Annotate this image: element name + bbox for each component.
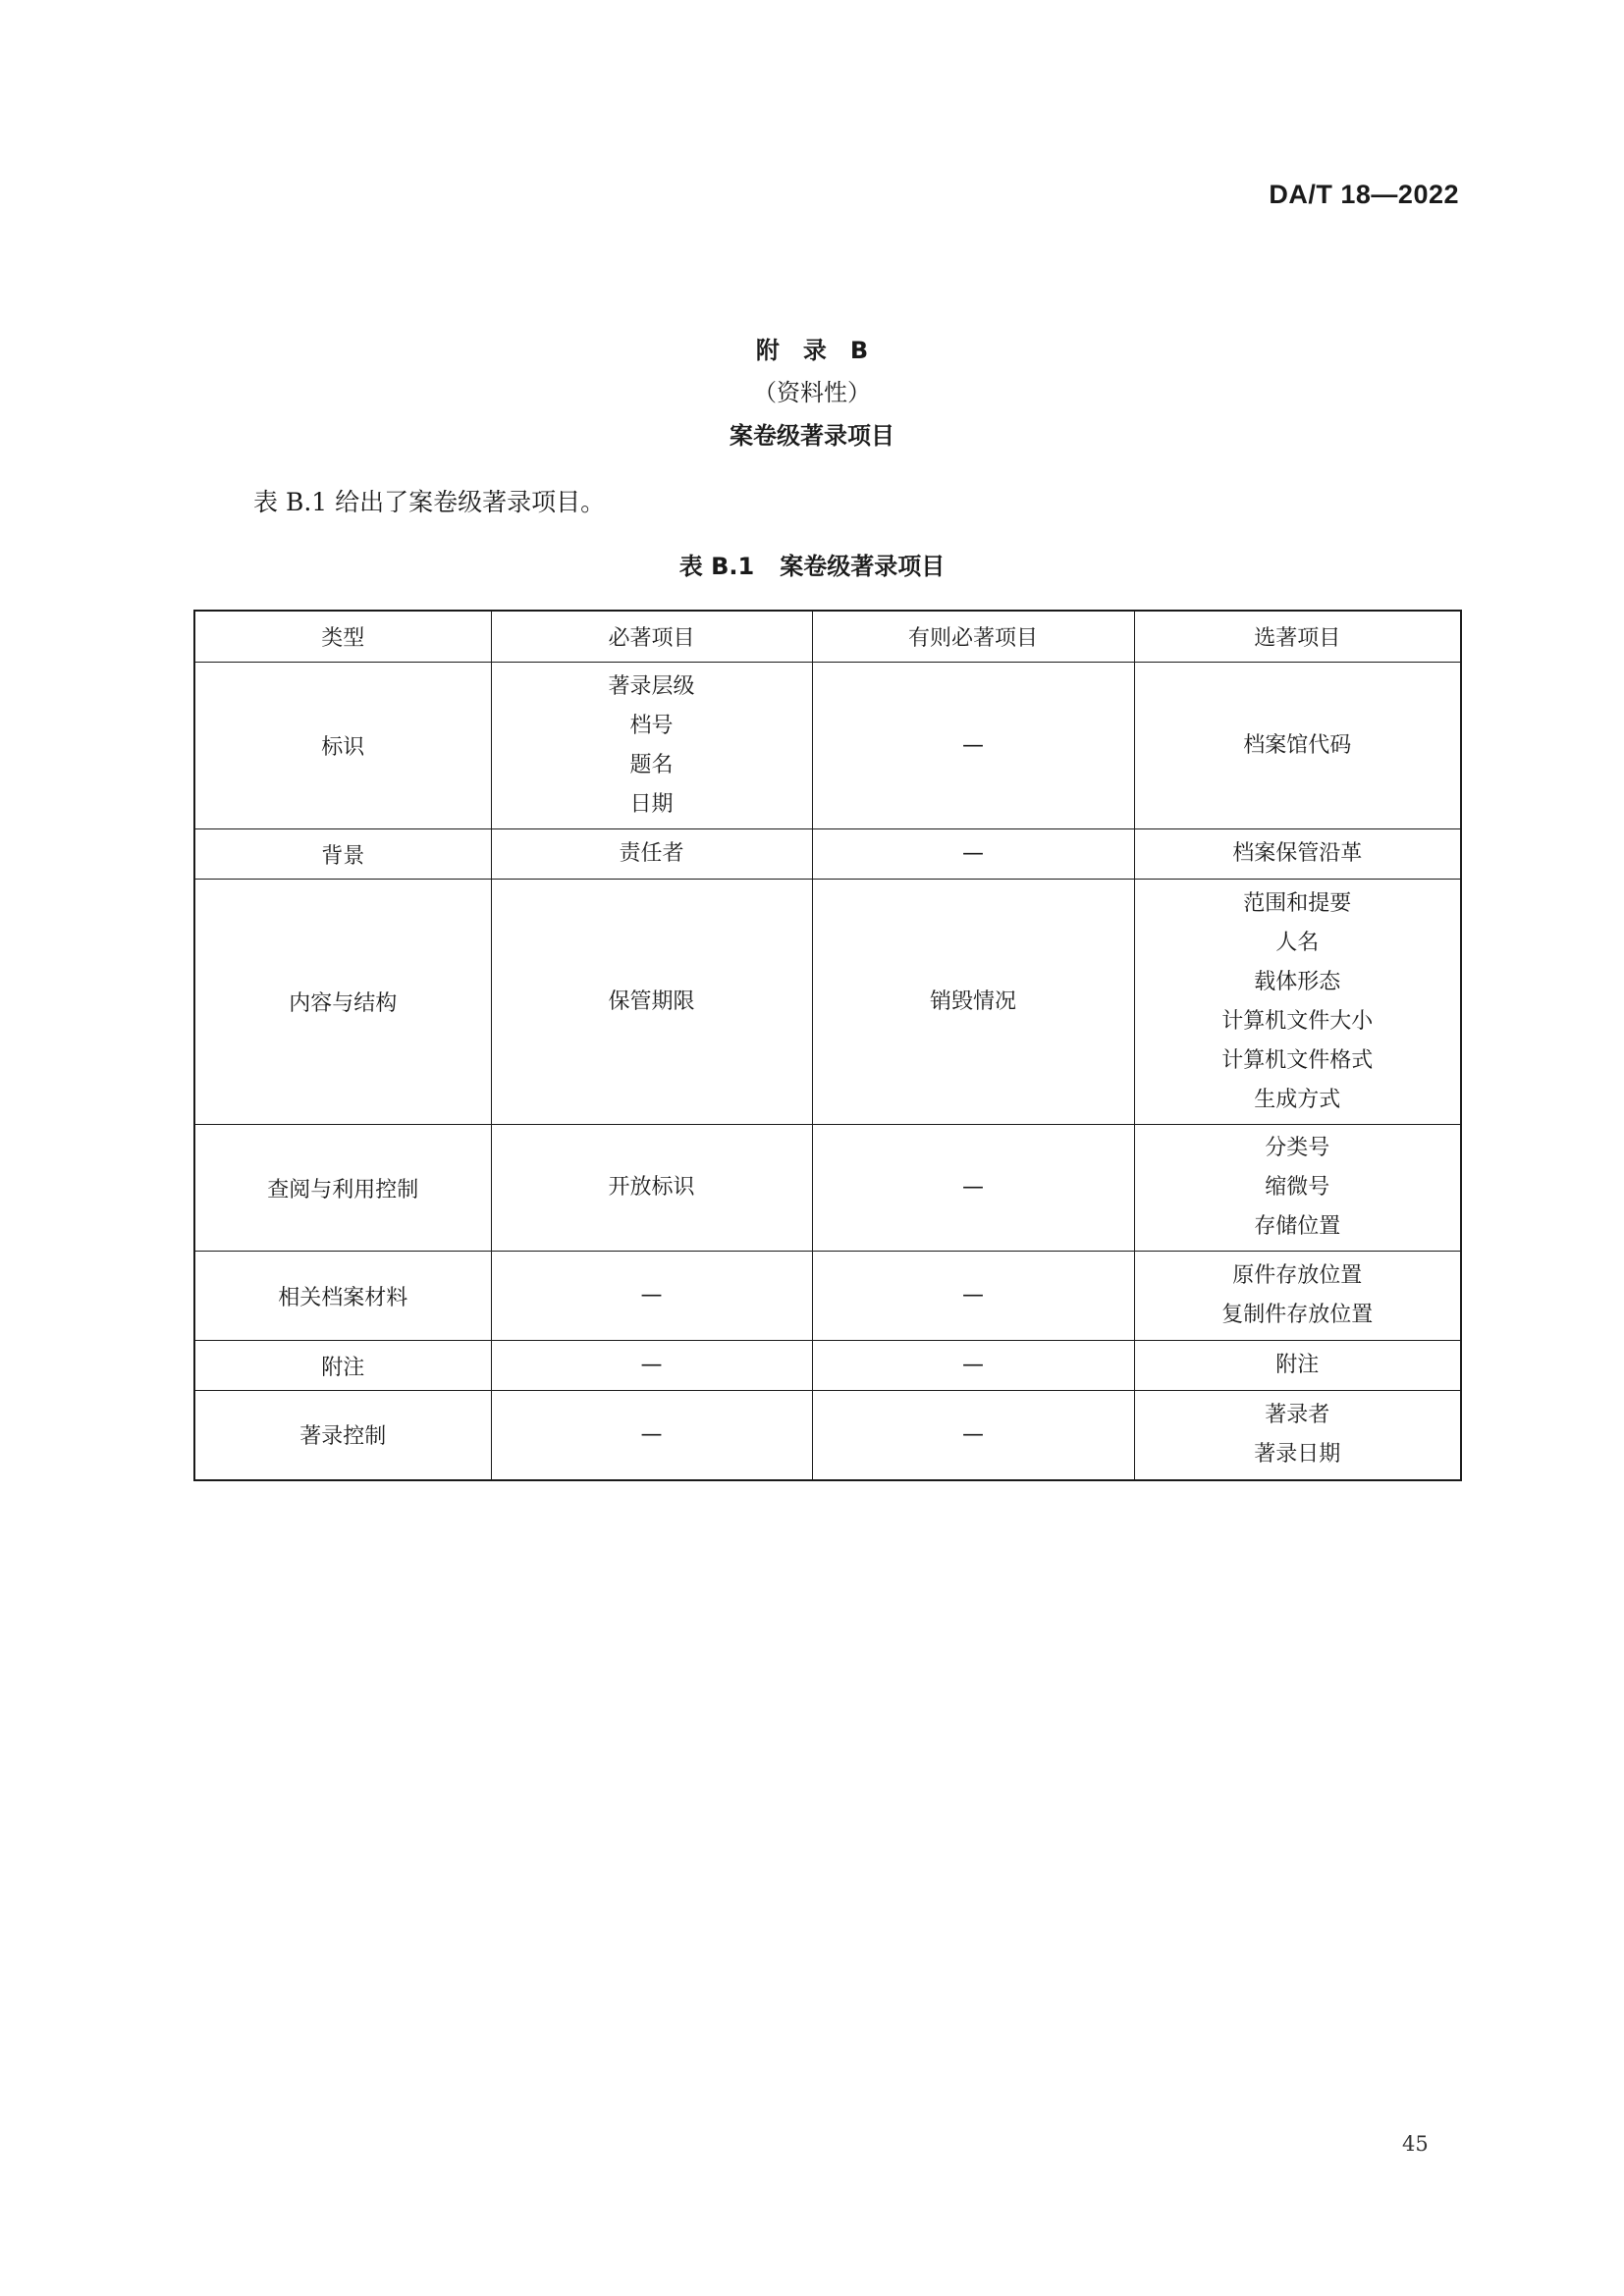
item-text: 著录日期	[1254, 1441, 1341, 1467]
table-row	[194, 880, 1461, 1125]
cell-optional	[1134, 1391, 1461, 1480]
cell-required	[491, 1252, 812, 1341]
cell-optional	[1134, 880, 1461, 1125]
item-text: 责任者	[619, 841, 684, 866]
item-text: 复制件存放位置	[1221, 1303, 1374, 1327]
item-text: 档号	[629, 713, 674, 738]
cell-conditional	[812, 1252, 1134, 1341]
empty-dash: —	[640, 1353, 663, 1377]
item-text: 存储位置	[1254, 1214, 1341, 1239]
cell-optional	[1134, 1341, 1461, 1391]
table-caption-title: 案卷级著录项目	[780, 553, 946, 580]
cell-conditional	[812, 829, 1134, 880]
appendix-title: 附 录 B	[755, 337, 869, 364]
table-row	[194, 663, 1461, 829]
cell-optional	[1134, 1125, 1461, 1252]
appendix-nature: （资料性）	[753, 379, 871, 406]
item-text: 档案保管沿革	[1232, 841, 1363, 866]
cell-required	[491, 829, 812, 880]
item-text: 人名	[1275, 930, 1320, 955]
table-row	[194, 829, 1461, 880]
table-body	[194, 663, 1461, 1480]
cell-type: 背景	[194, 829, 491, 880]
header-required: 必著项目	[491, 611, 812, 663]
appendix-subject: 案卷级著录项目	[730, 422, 894, 450]
empty-dash: —	[962, 1283, 984, 1308]
item-text: 分类号	[1265, 1136, 1330, 1160]
item-text: 保管期限	[608, 988, 695, 1014]
item-text: 计算机文件大小	[1221, 1008, 1374, 1034]
cell-type: 内容与结构	[194, 880, 491, 1125]
empty-dash: —	[640, 1283, 663, 1308]
table-caption-number: 表 B.1	[678, 553, 755, 580]
table-row	[194, 1252, 1461, 1341]
cell-conditional	[812, 880, 1134, 1125]
item-text: 著录者	[1265, 1402, 1330, 1427]
empty-dash: —	[962, 1421, 984, 1447]
cell-optional	[1134, 829, 1461, 880]
item-text: 日期	[629, 791, 674, 817]
item-text: 开放标识	[608, 1175, 695, 1200]
cell-type: 相关档案材料	[194, 1252, 491, 1341]
item-text: 档案馆代码	[1243, 732, 1352, 758]
cell-optional	[1134, 1252, 1461, 1341]
item-text: 附注	[1275, 1353, 1320, 1377]
table-header-row	[194, 611, 1461, 663]
cell-conditional	[812, 663, 1134, 829]
header-optional: 选著项目	[1134, 611, 1461, 663]
empty-dash: —	[962, 841, 984, 866]
table-caption	[0, 547, 1624, 581]
item-text: 生成方式	[1254, 1087, 1341, 1112]
cell-required	[491, 663, 812, 829]
cell-type: 附注	[194, 1341, 491, 1391]
cell-required	[491, 1391, 812, 1480]
record-items-table	[193, 610, 1462, 1481]
table-row	[194, 1391, 1461, 1480]
empty-dash: —	[962, 1353, 984, 1377]
cell-type: 查阅与利用控制	[194, 1125, 491, 1252]
item-text: 题名	[629, 752, 674, 777]
table-row	[194, 1125, 1461, 1252]
item-text: 载体形态	[1254, 969, 1341, 994]
page-number: 45	[1402, 2132, 1429, 2156]
cell-required	[491, 1125, 812, 1252]
cell-type: 标识	[194, 663, 491, 829]
document-code: DA/T 18—2022	[1269, 180, 1459, 209]
item-text: 原件存放位置	[1232, 1263, 1363, 1288]
cell-conditional	[812, 1125, 1134, 1252]
intro-paragraph: 表 B.1 给出了案卷级著录项目。	[253, 488, 606, 516]
cell-conditional	[812, 1391, 1134, 1480]
empty-dash: —	[640, 1421, 663, 1447]
table-row	[194, 1341, 1461, 1391]
header-conditional: 有则必著项目	[812, 611, 1134, 663]
item-text: 计算机文件格式	[1221, 1047, 1374, 1073]
cell-type: 著录控制	[194, 1391, 491, 1480]
item-text: 著录层级	[608, 673, 695, 699]
empty-dash: —	[962, 1175, 984, 1200]
header-type: 类型	[194, 611, 491, 663]
cell-optional	[1134, 663, 1461, 829]
item-text: 缩微号	[1265, 1175, 1330, 1200]
item-text: 范围和提要	[1243, 890, 1352, 916]
cell-required	[491, 1341, 812, 1391]
empty-dash: —	[962, 732, 984, 758]
cell-required	[491, 880, 812, 1125]
cell-conditional	[812, 1341, 1134, 1391]
item-text: 销毁情况	[929, 988, 1016, 1014]
